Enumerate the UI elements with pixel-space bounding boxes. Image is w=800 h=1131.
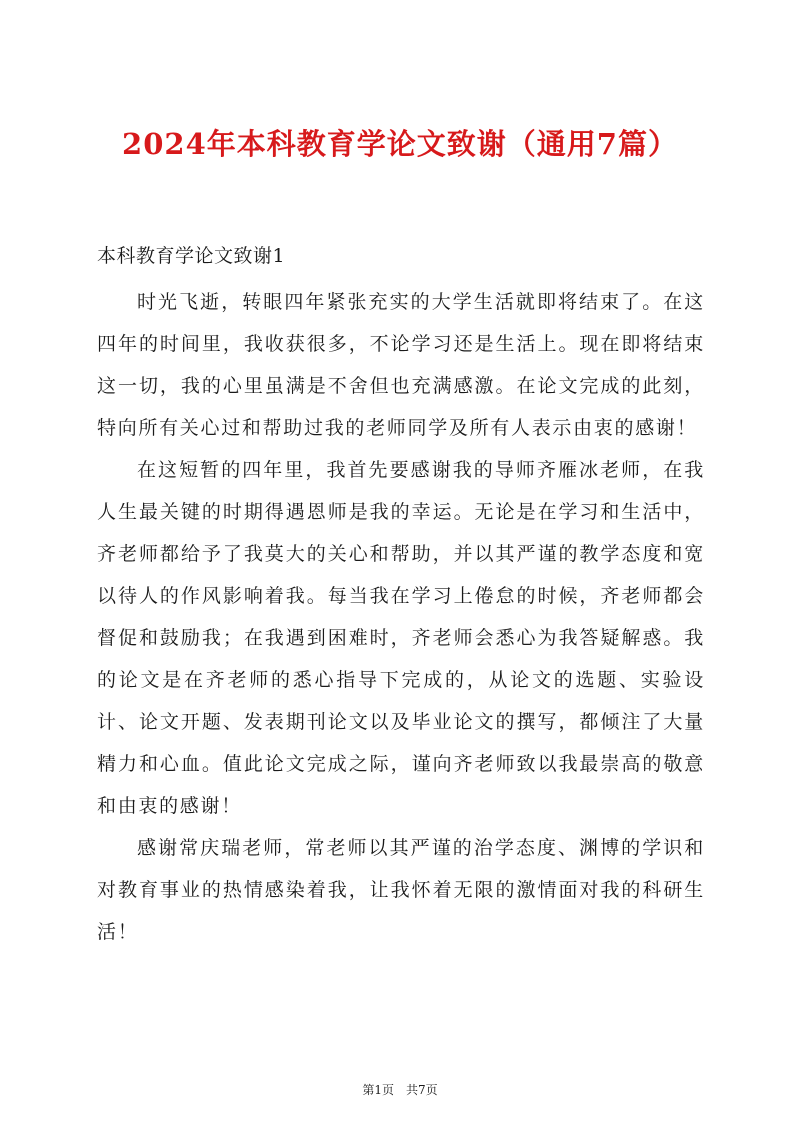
- paragraph-3: 感谢常庆瑞老师，常老师以其严谨的治学态度、渊博的学识和对教育事业的热情感染着我，让我怀着无限的激情面对我的科研生活！: [97, 837, 705, 943]
- paragraph-2: 在这短暂的四年里，我首先要感谢我的导师齐雁冰老师，在我人生最关键的时期得遇恩师是我的幸运。无论是在学习和生活中，齐老师都给予了我莫大的关心和帮助，并以其严谨的教学态度和宽以待人的作风影响着我。每当我在学习上倦怠的时候，齐老师都会督促和鼓励我；在我遇到困难时，齐老师会悉心为我答疑解惑。我的论文是在齐老师的悉心指导下完成的，从论文的选题、实验设计、论文开题、发表期刊论文以及毕业论文的撰写，都倾注了大量精力和心血。值此论文完成之际，谨向齐老师致以我最崇高的敬意和由衷的感谢！: [97, 459, 705, 817]
- document-title: 2024年本科教育学论文致谢（通用7篇）: [122, 127, 678, 161]
- paragraph-1: 时光飞逝，转眼四年紧张充实的大学生活就即将结束了。在这四年的时间里，我收获很多，不论学习还是生活上。现在即将结束这一切，我的心里虽满是不舍但也充满感激。在论文完成的此刻，特向所有关心过和帮助过我的老师同学及所有人表示由衷的感谢！: [97, 291, 705, 439]
- page-number-footer: 第1页 共7页: [362, 1083, 438, 1097]
- section-heading: 本科教育学论文致谢1: [97, 245, 286, 267]
- document-body: [97, 240, 705, 953]
